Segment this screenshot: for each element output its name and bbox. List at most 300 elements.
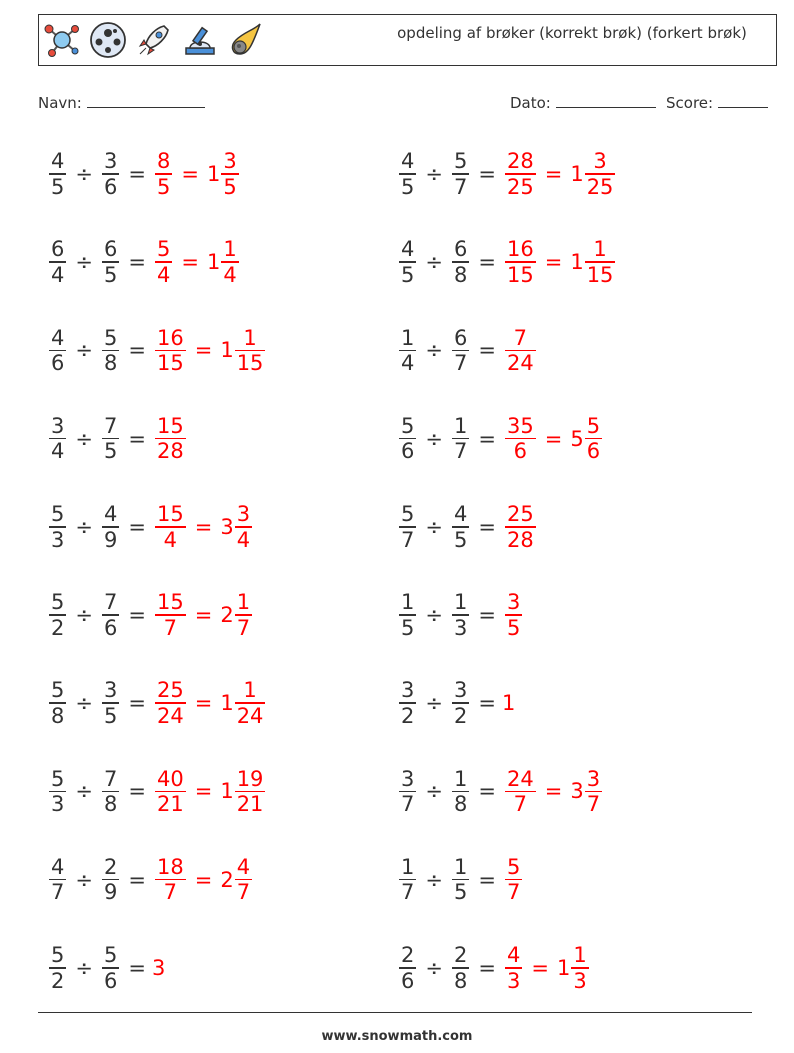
dividend-fraction-numerator: 4 — [401, 149, 415, 174]
divisor-fraction-numerator: 7 — [103, 413, 118, 438]
answer-fraction — [155, 678, 186, 728]
mixed-fraction-denominator: 6 — [586, 439, 601, 464]
footer-url: www.snowmath.com — [321, 1029, 473, 1044]
problem-row — [396, 226, 618, 298]
problem-row — [46, 844, 255, 916]
answer-fraction-numerator: 25 — [156, 678, 184, 703]
answer-fraction-numerator: 5 — [506, 854, 521, 879]
divisor-fraction — [452, 414, 469, 464]
mixed-fraction-numerator: 1 — [236, 590, 251, 615]
dividend-fraction — [49, 855, 66, 905]
mixed-whole: 1 — [570, 250, 584, 275]
header-icons — [42, 20, 266, 62]
dividend-fraction-denominator: 5 — [51, 174, 65, 199]
mixed-fraction-denominator: 7 — [236, 880, 251, 905]
dividend-fraction-denominator: 2 — [401, 703, 415, 728]
dividend-fraction-denominator: 4 — [51, 262, 65, 287]
divide-sign: ÷ — [425, 162, 443, 186]
answer-fraction-numerator: 16 — [506, 237, 534, 262]
divisor-fraction-numerator: 6 — [453, 237, 468, 262]
divisor-fraction-numerator: 3 — [103, 678, 118, 703]
dividend-fraction-numerator: 3 — [51, 413, 65, 438]
dividend-fraction — [49, 767, 66, 817]
answer-fraction — [505, 414, 536, 464]
divisor-fraction-numerator: 5 — [453, 149, 468, 174]
equals-sign: = — [478, 514, 496, 539]
equals-sign: = — [194, 514, 213, 539]
mixed-whole: 1 — [570, 162, 584, 186]
problem-row — [396, 314, 539, 386]
dividend-fraction — [399, 237, 416, 287]
divisor-fraction-denominator: 5 — [103, 262, 118, 287]
mixed-fraction-numerator: 1 — [593, 237, 607, 262]
equals-sign: = — [128, 603, 146, 627]
mixed-fraction-denominator: 25 — [586, 174, 614, 199]
answer-fraction-denominator: 3 — [506, 968, 521, 993]
mixed-whole: 1 — [220, 779, 234, 804]
dividend-fraction-denominator: 5 — [401, 174, 415, 199]
mixed-fraction-denominator: 3 — [573, 968, 587, 993]
date-blank[interactable] — [556, 93, 656, 108]
dividend-fraction-numerator: 5 — [401, 413, 415, 438]
answer-fraction-denominator: 15 — [506, 262, 534, 287]
divisor-fraction-numerator: 3 — [103, 149, 118, 174]
answer-fraction-denominator: 7 — [163, 615, 178, 640]
divide-sign: ÷ — [425, 955, 443, 980]
divisor-fraction-numerator: 4 — [103, 502, 118, 526]
divisor-fraction-numerator: 5 — [103, 325, 118, 350]
dividend-fraction-numerator: 5 — [401, 502, 415, 526]
divisor-fraction-denominator: 5 — [453, 527, 468, 552]
dividend-fraction-denominator: 7 — [401, 880, 415, 905]
dividend-fraction-numerator: 4 — [51, 149, 65, 174]
problem-row — [396, 403, 605, 475]
mixed-fraction-denominator: 15 — [236, 351, 264, 376]
divide-sign: ÷ — [75, 691, 93, 716]
mixed-whole: 1 — [220, 691, 234, 716]
divisor-fraction-numerator: 1 — [453, 413, 468, 438]
answer-fraction-numerator: 7 — [513, 325, 528, 350]
name-field — [38, 93, 205, 113]
divisor-fraction-denominator: 6 — [103, 615, 118, 640]
answer-fraction-denominator: 28 — [506, 527, 534, 552]
dividend-fraction-denominator: 4 — [401, 351, 415, 376]
dividend-fraction — [49, 590, 66, 640]
divisor-fraction-numerator: 7 — [103, 590, 118, 615]
divisor-fraction — [102, 943, 119, 993]
problem-row — [396, 667, 515, 739]
divisor-fraction — [452, 149, 469, 199]
answer-fraction — [155, 590, 186, 640]
divisor-fraction-numerator: 4 — [453, 502, 468, 526]
answer-fraction — [505, 943, 522, 993]
footer-divider — [38, 1012, 752, 1013]
equals-sign: = — [478, 250, 496, 275]
dividend-fraction — [399, 502, 416, 552]
dividend-fraction-numerator: 2 — [401, 943, 415, 967]
equals-sign: = — [128, 867, 146, 892]
problem-row — [46, 667, 268, 739]
dividend-fraction-denominator: 6 — [401, 439, 415, 464]
mixed-fraction — [585, 767, 602, 817]
equals-sign: = — [194, 779, 213, 804]
divisor-fraction-denominator: 7 — [453, 439, 468, 464]
answer-fraction-denominator: 24 — [156, 703, 184, 728]
divide-sign: ÷ — [425, 514, 443, 539]
equals-sign: = — [478, 691, 496, 716]
equals-sign: = — [128, 779, 146, 804]
equals-sign: = — [128, 514, 146, 539]
divisor-fraction — [102, 678, 119, 728]
equals-sign: = — [194, 867, 213, 892]
soccer-ball-icon — [88, 20, 128, 60]
problem-row — [46, 138, 242, 210]
divisor-fraction-denominator: 6 — [103, 968, 118, 993]
mixed-whole: 5 — [570, 426, 584, 451]
answer-fraction-numerator: 28 — [506, 149, 534, 174]
mixed-fraction-denominator: 4 — [223, 262, 237, 287]
divisor-fraction — [452, 767, 469, 817]
mixed-fraction — [585, 414, 602, 464]
divisor-fraction — [452, 326, 469, 376]
dividend-fraction-denominator: 6 — [401, 968, 415, 993]
dividend-fraction-denominator: 2 — [51, 968, 65, 993]
divisor-fraction-denominator: 5 — [103, 439, 118, 464]
dividend-fraction-numerator: 1 — [401, 854, 415, 879]
divide-sign: ÷ — [425, 603, 443, 627]
mixed-whole: 1 — [556, 955, 571, 980]
mixed-fraction — [585, 237, 616, 287]
equals-sign: = — [478, 955, 496, 980]
divisor-fraction-denominator: 5 — [453, 880, 468, 905]
answer-fraction-denominator: 5 — [506, 615, 521, 640]
mixed-whole: 1 — [206, 162, 221, 186]
answer-fraction-numerator: 15 — [156, 590, 184, 615]
mixed-fraction-denominator: 4 — [236, 527, 251, 552]
dividend-fraction-denominator: 3 — [51, 527, 65, 552]
divisor-fraction — [452, 502, 469, 552]
mixed-fraction — [235, 767, 266, 817]
divisor-fraction-denominator: 6 — [103, 174, 118, 199]
divisor-fraction — [102, 855, 119, 905]
problem-row — [46, 314, 268, 386]
divisor-fraction — [102, 237, 119, 287]
dividend-fraction — [399, 943, 416, 993]
equals-sign: = — [194, 691, 213, 716]
mixed-fraction — [221, 149, 238, 199]
divisor-fraction-numerator: 6 — [103, 237, 118, 262]
divisor-fraction-numerator: 1 — [453, 854, 468, 879]
mixed-whole: 1 — [220, 338, 234, 363]
mixed-fraction-numerator: 4 — [236, 854, 251, 879]
answer-fraction-numerator: 16 — [156, 325, 184, 350]
dividend-fraction — [399, 414, 416, 464]
divide-sign: ÷ — [425, 867, 443, 892]
equals-sign: = — [544, 779, 563, 804]
divide-sign: ÷ — [75, 250, 93, 275]
name-blank[interactable] — [87, 93, 205, 108]
dividend-fraction-denominator: 3 — [51, 792, 65, 817]
divide-sign: ÷ — [75, 162, 93, 186]
answer-fraction — [505, 237, 536, 287]
equals-sign: = — [531, 955, 549, 980]
answer-fraction-denominator: 7 — [163, 880, 178, 905]
mixed-fraction — [571, 943, 588, 993]
answer-fraction-numerator: 15 — [156, 502, 184, 526]
answer-fraction-denominator: 28 — [156, 439, 184, 464]
meteor-icon — [226, 20, 266, 60]
answer-fraction-numerator: 4 — [506, 943, 521, 967]
dividend-fraction-denominator: 6 — [51, 351, 65, 376]
answer-fraction-denominator: 6 — [513, 439, 528, 464]
divide-sign: ÷ — [425, 691, 443, 716]
equals-sign: = — [478, 426, 496, 451]
mixed-fraction — [235, 678, 266, 728]
mixed-fraction — [235, 502, 252, 552]
divisor-fraction-denominator: 8 — [103, 351, 118, 376]
divide-sign: ÷ — [75, 603, 93, 627]
equals-sign: = — [181, 162, 199, 186]
problem-row — [46, 403, 189, 475]
divisor-fraction-denominator: 9 — [103, 527, 118, 552]
answer-fraction-numerator: 15 — [156, 413, 184, 438]
answer-fraction-numerator: 24 — [506, 766, 534, 791]
divide-sign: ÷ — [75, 426, 93, 451]
dividend-fraction-numerator: 5 — [51, 590, 65, 615]
equals-sign: = — [128, 691, 146, 716]
answer-fraction-denominator: 24 — [506, 351, 534, 376]
divide-sign: ÷ — [75, 338, 93, 363]
divisor-fraction-numerator: 5 — [103, 943, 118, 967]
mixed-fraction-denominator: 21 — [236, 792, 264, 817]
problem-row — [46, 579, 255, 651]
dividend-fraction-denominator: 5 — [401, 615, 415, 640]
answer-fraction — [155, 326, 186, 376]
equals-sign: = — [478, 162, 496, 186]
divisor-fraction-denominator: 8 — [103, 792, 118, 817]
dividend-fraction — [49, 678, 66, 728]
divisor-fraction — [452, 943, 469, 993]
dividend-fraction-numerator: 3 — [401, 678, 415, 703]
mixed-whole: 3 — [220, 514, 234, 539]
mixed-fraction-denominator: 24 — [236, 703, 264, 728]
mixed-whole: 2 — [220, 603, 234, 627]
divisor-fraction-numerator: 1 — [453, 590, 468, 615]
mixed-fraction-numerator: 3 — [593, 149, 607, 174]
equals-sign: = — [194, 338, 213, 363]
dividend-fraction-numerator: 4 — [51, 854, 65, 879]
divisor-fraction-denominator: 8 — [453, 968, 468, 993]
equals-sign: = — [128, 338, 146, 363]
dividend-fraction-numerator: 1 — [401, 325, 415, 350]
divisor-fraction-denominator: 9 — [103, 880, 118, 905]
divisor-fraction — [102, 414, 119, 464]
divisor-fraction-denominator: 5 — [103, 703, 118, 728]
equals-sign: = — [128, 250, 146, 275]
divisor-fraction-numerator: 2 — [453, 943, 468, 967]
divisor-fraction — [102, 149, 119, 199]
score-blank[interactable] — [718, 93, 768, 108]
answer-fraction — [505, 326, 536, 376]
name-label: Navn: — [38, 94, 82, 112]
mixed-fraction-numerator: 5 — [586, 413, 601, 438]
answer-fraction-denominator: 4 — [163, 527, 178, 552]
mixed-fraction — [221, 237, 238, 287]
answer-fraction-denominator: 7 — [506, 880, 521, 905]
mixed-fraction — [235, 590, 252, 640]
dividend-fraction-denominator: 4 — [51, 439, 65, 464]
dividend-fraction — [399, 767, 416, 817]
equals-sign: = — [478, 779, 496, 804]
telescope-icon — [180, 20, 220, 60]
problem-row — [396, 579, 525, 651]
answer-whole: 1 — [501, 691, 516, 716]
dividend-fraction — [399, 678, 416, 728]
divisor-fraction-denominator: 8 — [453, 792, 468, 817]
dividend-fraction-denominator: 7 — [401, 792, 415, 817]
answer-fraction-numerator: 40 — [156, 766, 184, 791]
answer-fraction — [155, 414, 186, 464]
dividend-fraction-denominator: 8 — [51, 703, 65, 728]
mixed-fraction-numerator: 1 — [243, 325, 257, 350]
dividend-fraction-numerator: 5 — [51, 943, 65, 967]
equals-sign: = — [128, 955, 146, 980]
dividend-fraction — [399, 326, 416, 376]
divisor-fraction — [452, 590, 469, 640]
answer-fraction-denominator: 4 — [156, 262, 171, 287]
answer-fraction-denominator: 25 — [506, 174, 534, 199]
problem-row — [46, 491, 255, 563]
answer-fraction — [505, 502, 536, 552]
divisor-fraction — [452, 855, 469, 905]
divisor-fraction-denominator: 7 — [453, 351, 468, 376]
dividend-fraction-denominator: 5 — [401, 262, 415, 287]
dividend-fraction-denominator: 2 — [51, 615, 65, 640]
date-field — [510, 93, 656, 113]
dividend-fraction — [49, 326, 66, 376]
worksheet-header — [38, 14, 777, 66]
equals-sign: = — [181, 250, 199, 275]
divisor-fraction — [102, 502, 119, 552]
divisor-fraction — [452, 678, 469, 728]
divisor-fraction-numerator: 6 — [453, 325, 468, 350]
problem-row — [396, 844, 525, 916]
rocket-icon — [134, 20, 174, 60]
answer-fraction-denominator: 15 — [156, 351, 184, 376]
divisor-fraction-denominator: 8 — [453, 262, 468, 287]
mixed-fraction-numerator: 19 — [236, 766, 264, 791]
dividend-fraction — [399, 149, 416, 199]
divisor-fraction-denominator: 7 — [453, 174, 468, 199]
mixed-fraction-numerator: 3 — [223, 149, 237, 174]
divisor-fraction-denominator: 2 — [453, 703, 468, 728]
divisor-fraction — [102, 326, 119, 376]
answer-fraction-numerator: 5 — [156, 237, 171, 262]
dividend-fraction-numerator: 1 — [401, 590, 415, 615]
problem-row — [396, 755, 605, 827]
divide-sign: ÷ — [75, 779, 93, 804]
answer-fraction-numerator: 18 — [156, 854, 184, 879]
answer-fraction — [155, 767, 186, 817]
dividend-fraction — [399, 855, 416, 905]
dividend-fraction — [49, 237, 66, 287]
dividend-fraction — [49, 414, 66, 464]
dividend-fraction-numerator: 4 — [401, 237, 415, 262]
answer-fraction-denominator: 5 — [156, 174, 171, 199]
mixed-fraction-numerator: 1 — [223, 237, 237, 262]
equals-sign: = — [128, 426, 146, 451]
dividend-fraction-denominator: 7 — [51, 880, 65, 905]
answer-fraction-numerator: 25 — [506, 502, 534, 526]
answer-whole: 3 — [151, 955, 166, 980]
equals-sign: = — [128, 162, 146, 186]
dividend-fraction — [49, 943, 66, 993]
mixed-fraction-denominator: 15 — [586, 262, 614, 287]
divide-sign: ÷ — [425, 426, 443, 451]
answer-fraction — [155, 149, 172, 199]
equals-sign: = — [544, 162, 563, 186]
dividend-fraction-numerator: 6 — [51, 237, 65, 262]
answer-fraction-denominator: 21 — [156, 792, 184, 817]
divisor-fraction-numerator: 1 — [453, 766, 468, 791]
answer-fraction — [505, 149, 536, 199]
answer-fraction — [155, 502, 186, 552]
divide-sign: ÷ — [75, 867, 93, 892]
divide-sign: ÷ — [75, 514, 93, 539]
dividend-fraction-numerator: 5 — [51, 678, 65, 703]
worksheet-title: opdeling af brøker (korrekt brøk) (forkert brøk) — [397, 24, 747, 42]
mixed-whole: 2 — [220, 867, 234, 892]
problem-row — [396, 932, 592, 1004]
dividend-fraction-numerator: 5 — [51, 766, 65, 791]
answer-fraction — [505, 590, 522, 640]
divisor-fraction — [102, 767, 119, 817]
answer-fraction — [155, 855, 186, 905]
equals-sign: = — [478, 603, 496, 627]
dividend-fraction-numerator: 3 — [401, 766, 415, 791]
equals-sign: = — [544, 426, 563, 451]
answer-fraction-numerator: 35 — [506, 413, 534, 438]
molecule-icon — [42, 20, 82, 60]
divisor-fraction-numerator: 2 — [103, 854, 118, 879]
divide-sign: ÷ — [425, 779, 443, 804]
divisor-fraction-numerator: 7 — [103, 766, 118, 791]
mixed-fraction-numerator: 3 — [236, 502, 251, 526]
answer-fraction — [505, 855, 522, 905]
answer-fraction-denominator: 7 — [513, 792, 528, 817]
divide-sign: ÷ — [425, 250, 443, 275]
divisor-fraction-denominator: 3 — [453, 615, 468, 640]
mixed-whole: 1 — [206, 250, 221, 275]
mixed-fraction-denominator: 5 — [223, 174, 237, 199]
divisor-fraction-numerator: 3 — [453, 678, 468, 703]
equals-sign: = — [194, 603, 213, 627]
problem-row — [46, 755, 268, 827]
mixed-fraction — [235, 855, 252, 905]
divisor-fraction — [102, 590, 119, 640]
answer-fraction-numerator: 8 — [156, 149, 171, 174]
mixed-whole: 3 — [570, 779, 584, 804]
equals-sign: = — [478, 867, 496, 892]
mixed-fraction-denominator: 7 — [586, 792, 601, 817]
dividend-fraction-numerator: 4 — [51, 325, 65, 350]
problem-row — [396, 491, 539, 563]
answer-fraction — [155, 237, 172, 287]
equals-sign: = — [544, 250, 563, 275]
mixed-fraction — [585, 149, 616, 199]
mixed-fraction-numerator: 3 — [586, 766, 601, 791]
divide-sign: ÷ — [425, 338, 443, 363]
